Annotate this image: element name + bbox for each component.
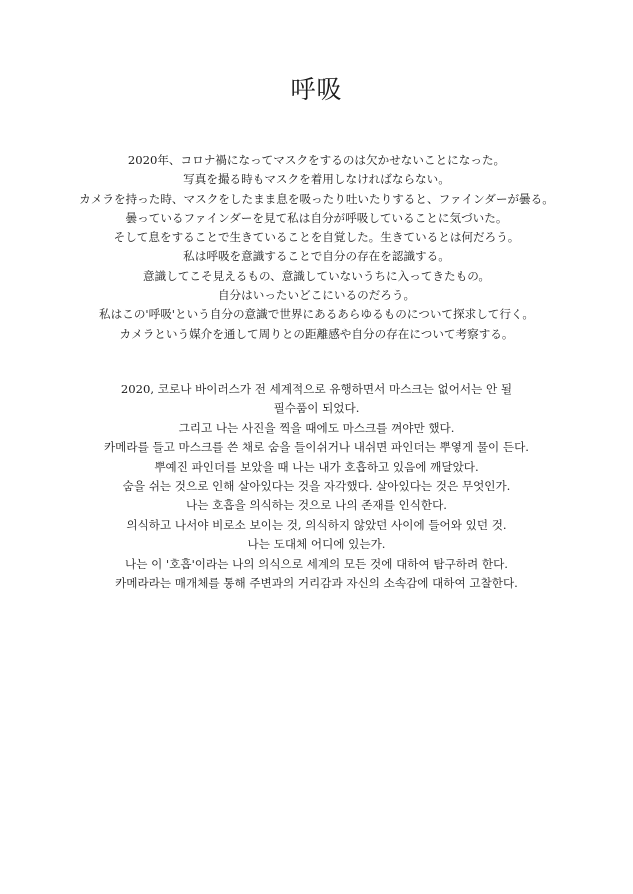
japanese-line: 私は呼吸を意識することで自分の存在を認識する。 (183, 249, 450, 264)
japanese-line: 自分はいったいどこにいるのだろう。 (217, 288, 416, 303)
korean-line: 나는 호흡을 의식하는 것으로 나의 존재를 인식한다. (186, 498, 447, 513)
japanese-line: 写真を撮る時もマスクを着用しなければならない。 (183, 172, 450, 187)
korean-line: 2020, 코로나 바이러스가 전 세계적으로 유행하면서 마스크는 없어서는 안 될 (120, 382, 513, 396)
japanese-line: 曇っているファインダーを見て私は自分が呼吸していることに気づいた。 (125, 210, 508, 225)
korean-line: 나는 이 '호흡'이라는 나의 의식으로 세계의 모든 것에 대하여 탐구하려 한다. (125, 556, 508, 571)
korean-paragraph (40, 380, 593, 593)
japanese-line: 2020年、コロナ禍になってマスクをするのは欠かせないことになった。 (127, 153, 506, 167)
korean-line: 카메라를 들고 마스크를 쓴 채로 숨을 들이쉬거나 내쉬면 파인더는 뿌옇게 물이 든다. (103, 440, 529, 455)
japanese-line: カメラという媒介を通して周りとの距離感や自分の存在について考察する。 (119, 326, 514, 341)
korean-line: 의식하고 나서야 비로소 보이는 것, 의식하지 않았던 사이에 들어와 있던 것. (126, 517, 507, 532)
korean-line: 필수품이 되었다. (273, 401, 360, 416)
japanese-line: 意識してこそ見えるもの、意識していないうちに入ってきたもの。 (143, 268, 490, 283)
japanese-line: 私はこの'呼吸'という自分の意識で世界にあるあらゆるものについて探求して行く。 (99, 307, 534, 322)
korean-line: 나는 도대체 어디에 있는가. (247, 537, 386, 552)
korean-line: 뿌예진 파인더를 보았을 때 나는 내가 호흡하고 있음에 깨달았다. (154, 459, 479, 474)
japanese-line: そして息をすることで生きていることを自覚した。生きているとは何だろう。 (113, 230, 520, 245)
korean-line: 카메라라는 매개체를 통해 주변과의 거리감과 자신의 소속감에 대하여 고찰한다. (115, 576, 518, 591)
document-title: 呼吸 (290, 75, 343, 104)
japanese-line: カメラを持った時、マスクをしたまま息を吸ったり吐いたりすると、ファインダーが曇る。 (79, 191, 554, 206)
korean-line: 숨을 쉬는 것으로 인해 살아있다는 것을 자각했다. 살아있다는 것은 무엇인가. (122, 479, 511, 494)
korean-line: 그리고 나는 사진을 찍을 때에도 마스크를 껴야만 했다. (178, 420, 455, 435)
japanese-paragraph (40, 151, 593, 344)
